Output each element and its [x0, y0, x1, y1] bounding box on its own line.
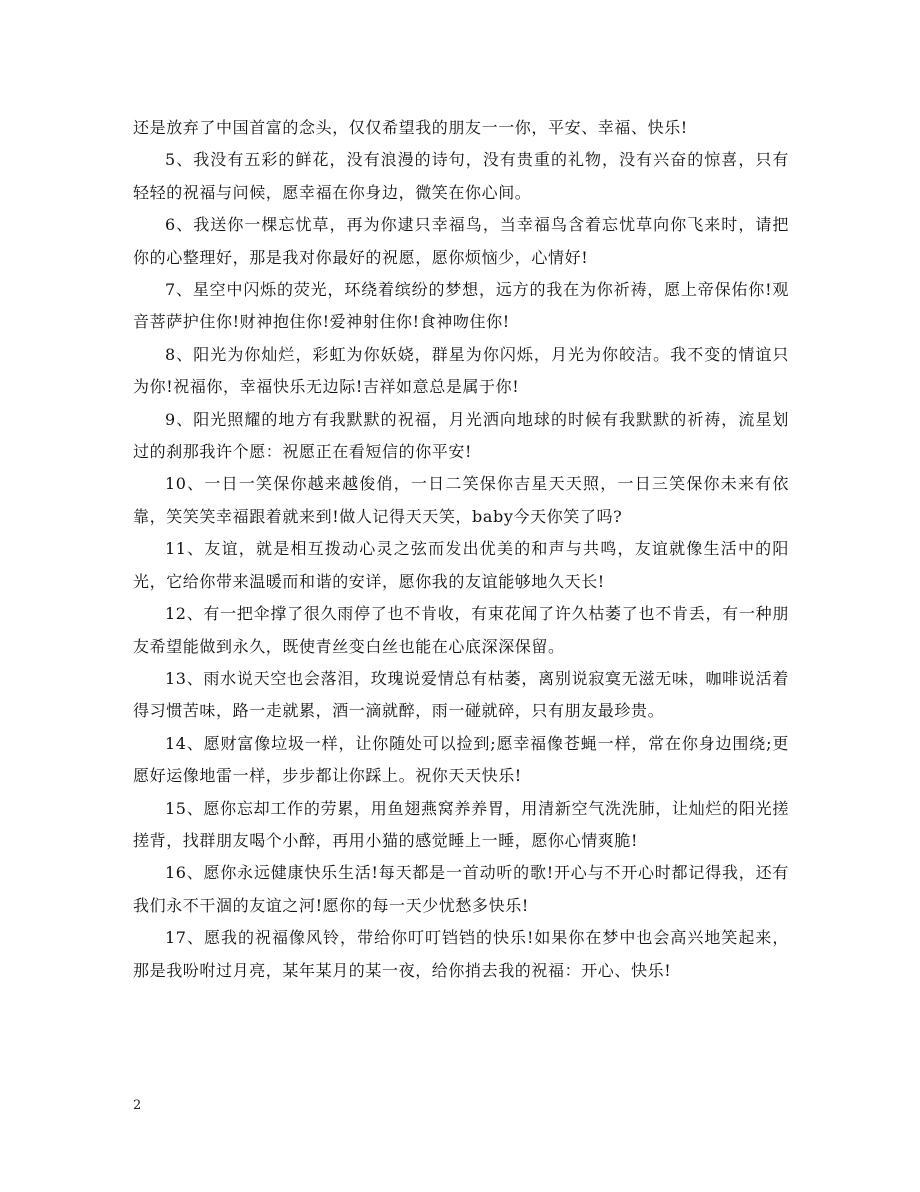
- paragraph-8: 8、阳光为你灿烂，彩虹为你妖娆，群星为你闪烁，月光为你皎洁。我不变的情谊只为你!祝福你，幸福快乐无边际!吉祥如意总是属于你!: [133, 344, 789, 397]
- paragraph-15: 15、愿你忘却工作的劳累，用鱼翅燕窝养养胃，用清新空气洗洗肺，让灿烂的阳光搓搓背，找群朋友喝个小醉，再用小猫的感觉睡上一睡，愿你心情爽脆!: [133, 798, 789, 850]
- paragraph-11: 11、友谊，就是相互拨动心灵之弦而发出优美的和声与共鸣，友谊就像生活中的阳光，它给你带来温暖而和谐的安详，愿你我的友谊能够地久天长!: [133, 539, 789, 591]
- document-body: [133, 112, 789, 987]
- paragraph-6: 6、我送你一棵忘忧草，再为你逮只幸福鸟，当幸福鸟含着忘忧草向你飞来时，请把你的心整理好，那是我对你最好的祝愿，愿你烦恼少，心情好!: [133, 215, 789, 267]
- paragraph-16: 16、愿你永远健康快乐生活!每天都是一首动听的歌!开心与不开心时都记得我，还有我们永不干涸的友谊之河!愿你的每一天少忧愁多快乐!: [133, 863, 789, 915]
- paragraph-12: 12、有一把伞撑了很久雨停了也不肯收，有束花闻了许久枯萎了也不肯丢，有一种朋友希望能做到永久，既使青丝变白丝也能在心底深深保留。: [133, 604, 789, 656]
- paragraph-17: 17、愿我的祝福像风铃，带给你叮叮铛铛的快乐!如果你在梦中也会高兴地笑起来，那是我吩咐过月亮，某年某月的某一夜，给你捎去我的祝福：开心、快乐!: [133, 928, 789, 980]
- page-number: 2: [133, 1098, 142, 1113]
- paragraph-13: 13、雨水说天空也会落泪，玫瑰说爱情总有枯萎，离别说寂寞无滋无味，咖啡说活着得习惯苦味，路一走就累，酒一滴就醉，雨一碰就碎，只有朋友最珍贵。: [133, 668, 789, 721]
- paragraph-9: 9、阳光照耀的地方有我默默的祝福，月光洒向地球的时候有我默默的祈祷，流星划过的刹那我许个愿：祝愿正在看短信的你平安!: [133, 409, 789, 462]
- paragraph-7: 7、星空中闪烁的荧光，环绕着缤纷的梦想，远方的我在为你祈祷，愿上帝保佑你!观音菩萨护住你!财神抱住你!爱神射住你!食神吻住你!: [133, 280, 789, 332]
- paragraph-continued: 还是放弃了中国首富的念头，仅仅希望我的朋友一一你，平安、幸福、快乐!: [133, 118, 688, 137]
- paragraph-10: 10、一日一笑保你越来越俊俏，一日二笑保你吉星天天照，一日三笑保你未来有依靠，笑笑笑幸福跟着就来到!做人记得天天笑，baby今天你笑了吗?: [133, 474, 789, 526]
- paragraph-5: 5、我没有五彩的鲜花，没有浪漫的诗句，没有贵重的礼物，没有兴奋的惊喜，只有轻轻的祝福与问候，愿幸福在你身边，微笑在你心间。: [133, 150, 789, 202]
- paragraph-14: 14、愿财富像垃圾一样，让你随处可以捡到;愿幸福像苍蝇一样，常在你身边围绕;更愿好运像地雷一样，步步都让你踩上。祝你天天快乐!: [133, 733, 789, 786]
